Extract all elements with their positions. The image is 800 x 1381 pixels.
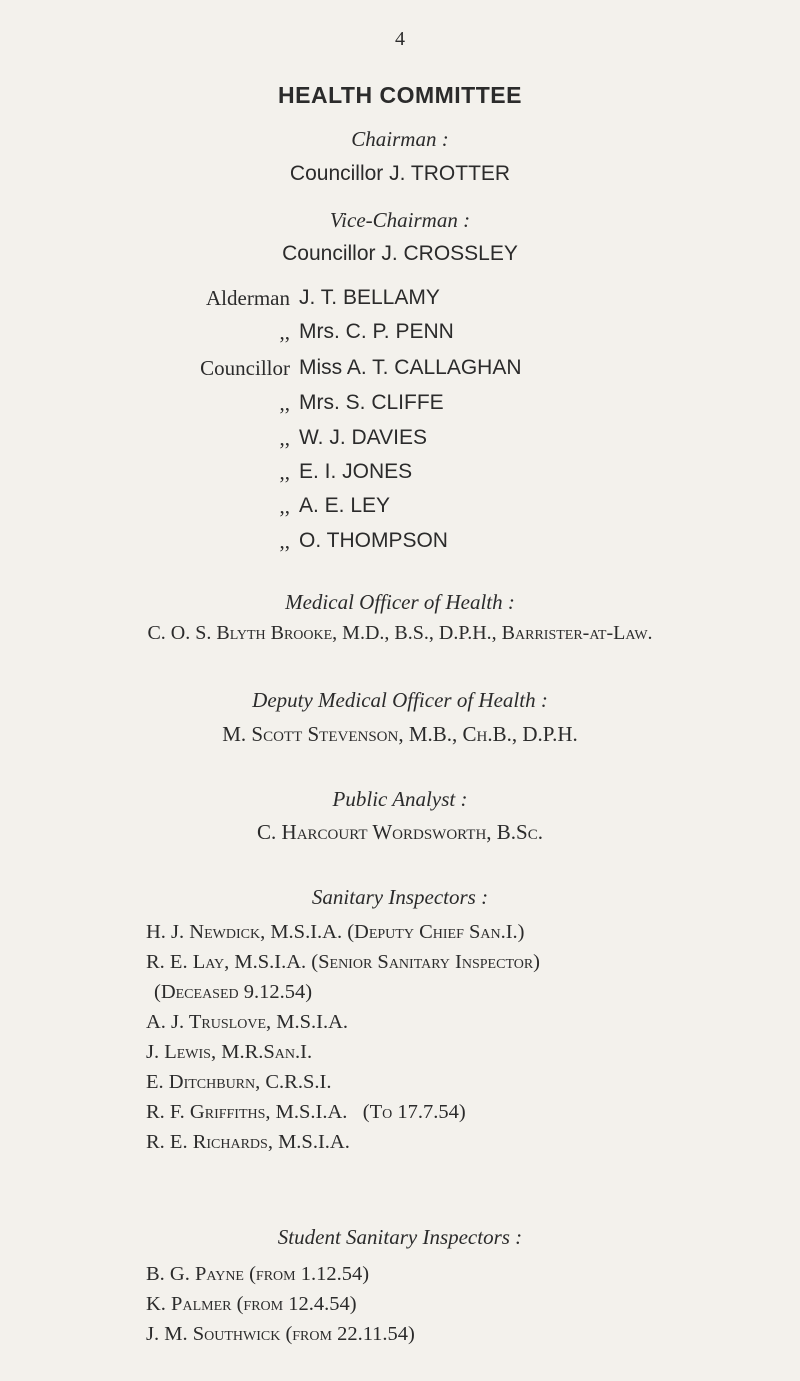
member-title: ,, xyxy=(279,460,290,484)
student-inspectors-label: Student Sanitary Inspectors : xyxy=(277,1225,523,1249)
member-name: Miss A. T. CALLAGHAN xyxy=(299,356,522,379)
member-title: ,, xyxy=(279,391,290,415)
list-item: A. J. Truslove, M.S.I.A. xyxy=(146,1011,349,1033)
member-title: ,, xyxy=(279,320,290,344)
member-row xyxy=(0,356,800,386)
page-number: 4 xyxy=(395,28,405,50)
member-row xyxy=(0,286,800,316)
vice-chairman-name: Councillor J. CROSSLEY xyxy=(282,242,518,265)
vice-chairman-label: Vice-Chairman : xyxy=(329,208,471,232)
member-name: J. T. BELLAMY xyxy=(299,286,440,309)
member-title: Alderman xyxy=(206,286,290,310)
member-row xyxy=(0,320,800,350)
deputy-medical-officer-label: Deputy Medical Officer of Health : xyxy=(252,688,548,712)
list-item: R. E. Lay, M.S.I.A. (Senior Sanitary Inspector) xyxy=(146,951,541,973)
deputy-medical-officer-name: M. Scott Stevenson, M.B., Ch.B., D.P.H. xyxy=(222,722,578,746)
public-analyst-label: Public Analyst : xyxy=(332,787,468,811)
medical-officer-name: C. O. S. Blyth Brooke, M.D., B.S., D.P.H., Barrister-at-Law. xyxy=(147,622,653,644)
member-name: O. THOMPSON xyxy=(299,529,448,552)
student-inspectors-list xyxy=(146,1259,415,1349)
member-row xyxy=(0,494,800,524)
chairman-label: Chairman : xyxy=(351,127,449,151)
member-title: Councillor xyxy=(200,356,290,380)
list-item: J. Lewis, M.R.San.I. xyxy=(146,1041,313,1063)
chairman-name: Councillor J. TROTTER xyxy=(289,162,511,185)
member-name: Mrs. C. P. PENN xyxy=(299,320,454,343)
member-name: W. J. DAVIES xyxy=(299,426,427,449)
member-row xyxy=(0,391,800,421)
member-row xyxy=(0,460,800,490)
list-item: R. F. Griffiths, M.S.I.A. (To 17.7.54) xyxy=(146,1101,466,1123)
committee-title: HEALTH COMMITTEE xyxy=(278,82,522,108)
member-name: A. E. LEY xyxy=(299,494,391,517)
list-item: K. Palmer (from 12.4.54) xyxy=(146,1293,357,1315)
member-title: ,, xyxy=(279,426,290,450)
public-analyst-name: C. Harcourt Wordsworth, B.Sc. xyxy=(257,820,543,844)
member-name: Mrs. S. CLIFFE xyxy=(299,391,444,414)
medical-officer-label: Medical Officer of Health : xyxy=(285,590,515,614)
sanitary-inspectors-list xyxy=(146,917,540,1157)
list-item: E. Ditchburn, C.R.S.I. xyxy=(146,1071,332,1093)
list-item: H. J. Newdick, M.S.I.A. (Deputy Chief San.I.) xyxy=(146,921,525,943)
list-item: B. G. Payne (from 1.12.54) xyxy=(146,1263,370,1285)
member-title: ,, xyxy=(279,529,290,553)
sanitary-inspectors-label: Sanitary Inspectors : xyxy=(311,885,489,909)
member-title: ,, xyxy=(279,494,290,518)
list-item: (Deceased 9.12.54) xyxy=(154,981,313,1003)
member-row xyxy=(0,426,800,456)
list-item: J. M. Southwick (from 22.11.54) xyxy=(146,1323,415,1345)
member-row xyxy=(0,529,800,559)
member-name: E. I. JONES xyxy=(299,460,413,483)
list-item: R. E. Richards, M.S.I.A. xyxy=(146,1131,350,1153)
